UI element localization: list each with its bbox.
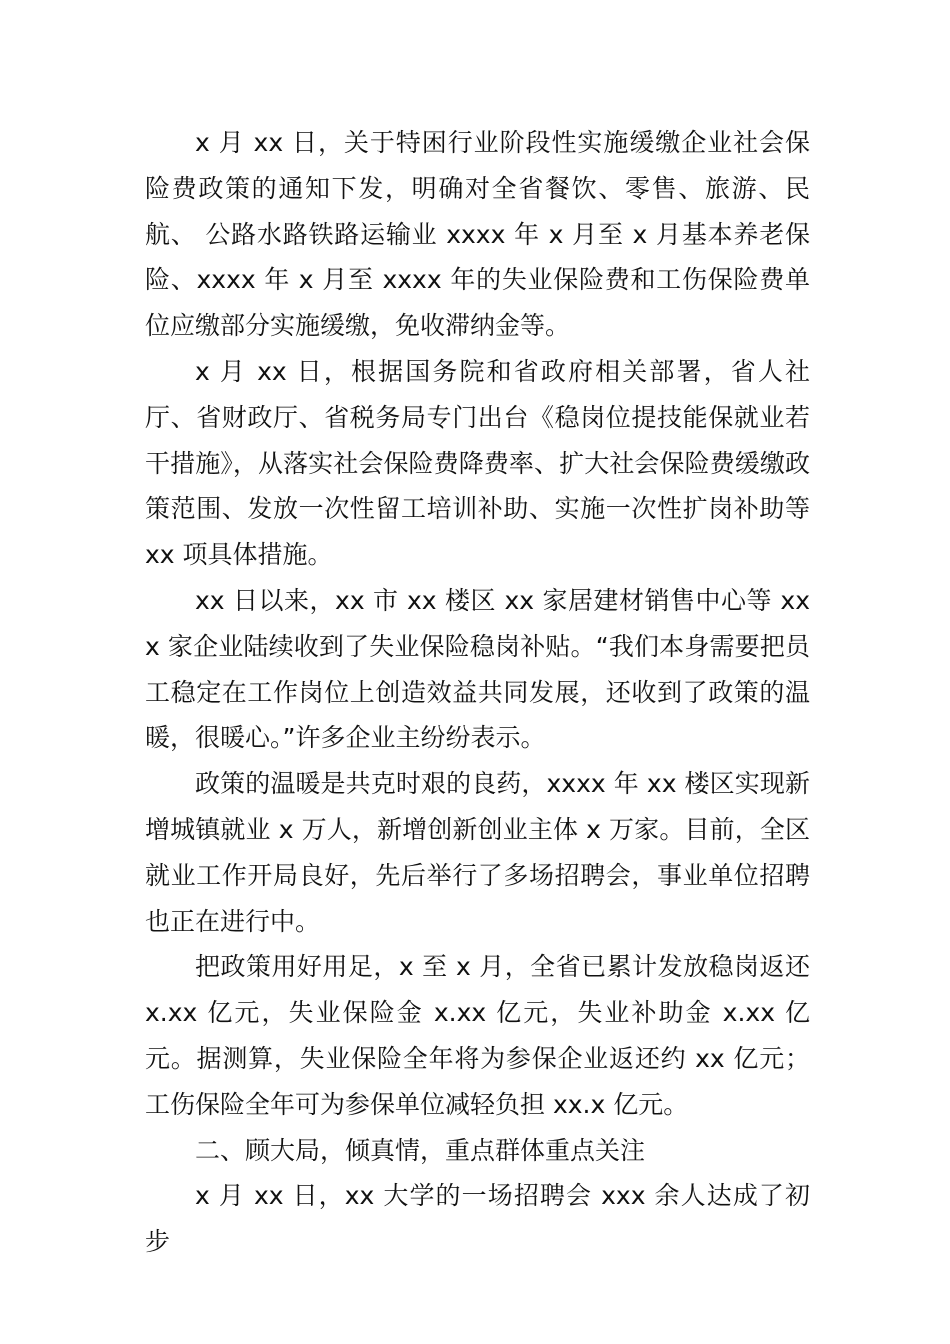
section-heading: 二、顾大局，倾真情，重点群体重点关注	[195, 1135, 646, 1165]
paragraph-university-job-fair: x 月 xx 日，xx 大学的一场招聘会 xxx 余人达成了初步	[145, 1181, 810, 1257]
paragraph-employment-measures: x 月 xx 日，根据国务院和省政府相关部署，省人社厅、省财政厅、省税务局专门出台《稳岗位提技能保就业若干措施》，从落实社会保险费降费率、扩大社会保险费缓缴政策范围、发放一次性留工培训补助、实施一次性扩岗补助等 xx 项具体措施。	[145, 356, 810, 570]
paragraph-enterprise-subsidies: xx 日以来，xx 市 xx 楼区 xx 家居建材销售中心等 xxx 家企业陆续收到了失业保险稳岗补贴。“我们本身需要把员 工稳定在工作岗位上创造效益共同发展，还收到了政策的温暖，很暖心。”许多企业主纷纷表示。	[145, 585, 810, 753]
document-body	[145, 120, 810, 1265]
paragraph-insurance-deferral: x 月 xx 日，关于特困行业阶段性实施缓缴企业社会保险费政策的通知下发，明确对全省餐饮、零售、旅游、民航、 公路水路铁路运输业 xxxx 年 x 月至 x 月基本养老保险、xxxx 年 x 月至 xxxx 年的失业保险费和工伤保险费单位应缴部分实施缓缴，免收滞纳金等。	[145, 128, 810, 341]
paragraph-policy-funds: 把政策用好用足，x 至 x 月，全省已累计发放稳岗返还 x.xx 亿元，失业保险金 x.xx 亿元，失业补助金 x.xx 亿元。据测算，失业保险全年将为参保企业返还约 xx 亿元；工伤保险全年可为参保单位减轻负担 xx.x 亿元。	[145, 952, 810, 1119]
paragraph-new-employment: 政策的温暖是共克时艰的良药，xxxx 年 xx 楼区实现新增城镇就业 x 万人，新增创新创业主体 x 万家。目前，全区就业工作开局良好，先后举行了多场招聘会，事业单位招聘也正在进行中。	[145, 769, 810, 936]
